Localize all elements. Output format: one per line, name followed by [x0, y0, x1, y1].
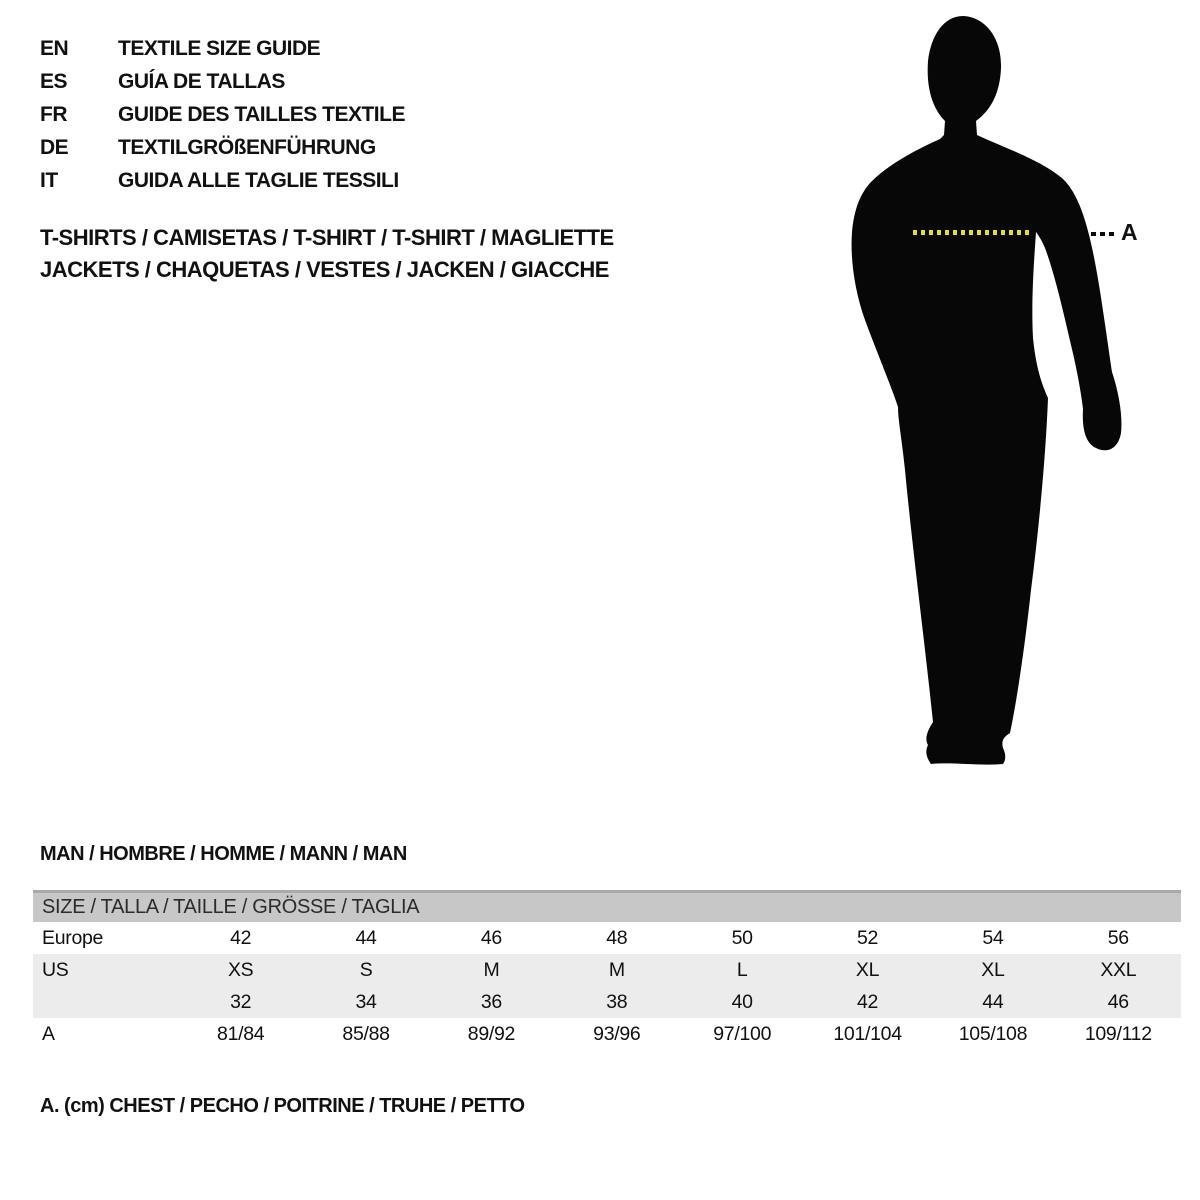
table-row-us	[33, 954, 1181, 986]
size-cell: 56	[1107, 926, 1129, 949]
size-cell: 81/84	[217, 1022, 265, 1045]
size-cell: 46	[1107, 990, 1129, 1013]
language-code: EN	[40, 36, 69, 60]
chest-measure-dotted-line	[913, 230, 1032, 235]
size-cell: 38	[606, 990, 628, 1013]
size-cell: 93/96	[593, 1022, 641, 1045]
language-label: GUÍA DE TALLAS	[118, 69, 285, 93]
size-cell: 42	[857, 990, 879, 1013]
language-code: ES	[40, 69, 68, 93]
size-cell: 36	[480, 990, 502, 1013]
size-table-header-label: SIZE / TALLA / TAILLE / GRÖSSE / TAGLIA	[42, 896, 420, 918]
size-cell: 48	[606, 926, 628, 949]
size-cell: 44	[982, 990, 1004, 1013]
language-code: IT	[40, 168, 58, 192]
row-label: Europe	[42, 926, 104, 949]
category-line-tshirts: T-SHIRTS / CAMISETAS / T-SHIRT / T-SHIRT / MAGLIETTE	[40, 225, 614, 250]
size-cell: 89/92	[467, 1022, 516, 1045]
size-cell: 85/88	[342, 1022, 390, 1045]
language-label: GUIDE DES TAILLES TEXTILE	[118, 102, 405, 126]
size-cell: 42	[230, 926, 252, 949]
size-cell: 52	[857, 926, 879, 949]
language-label: GUIDA ALLE TAGLIE TESSILI	[118, 168, 399, 192]
size-cell: XL	[981, 958, 1005, 981]
size-cell: 32	[230, 990, 252, 1013]
size-cell: 97/100	[713, 1022, 772, 1045]
size-cell: M	[483, 958, 500, 981]
size-cell: 40	[731, 990, 753, 1013]
category-line-jackets: JACKETS / CHAQUETAS / VESTES / JACKEN / GIACCHE	[40, 257, 609, 282]
size-cell: 50	[731, 926, 753, 949]
size-table-header	[33, 890, 1181, 922]
measure-a-label: A	[1121, 219, 1138, 245]
size-cell: 105/108	[958, 1022, 1028, 1045]
table-row-chest	[33, 1018, 1181, 1050]
row-label: US	[42, 958, 69, 981]
language-code: FR	[40, 102, 67, 126]
measure-a-dash-line	[1091, 232, 1118, 236]
size-cell: 44	[355, 926, 377, 949]
size-cell: L	[736, 958, 748, 981]
measurement-footnote: A. (cm) CHEST / PECHO / POITRINE / TRUHE / PETTO	[40, 1095, 525, 1117]
section-title-man: MAN / HOMBRE / HOMME / MANN / MAN	[40, 843, 407, 865]
size-cell: 34	[355, 990, 377, 1013]
size-cell: S	[359, 958, 373, 981]
table-row-europe	[33, 922, 1181, 954]
table-row-numeric	[33, 986, 1181, 1018]
size-cell: M	[608, 958, 625, 981]
language-label: TEXTILGRÖßENFÜHRUNG	[118, 135, 376, 159]
row-label: A	[42, 1022, 55, 1045]
size-cell: XS	[227, 958, 254, 981]
size-table	[33, 890, 1181, 1050]
size-cell: XXL	[1100, 958, 1137, 981]
language-label: TEXTILE SIZE GUIDE	[118, 36, 321, 60]
size-cell: 46	[480, 926, 502, 949]
size-cell: 54	[982, 926, 1004, 949]
size-cell: 101/104	[833, 1022, 902, 1045]
language-code: DE	[40, 135, 69, 159]
size-cell: XL	[855, 958, 880, 981]
size-cell: 109/112	[1084, 1022, 1152, 1045]
